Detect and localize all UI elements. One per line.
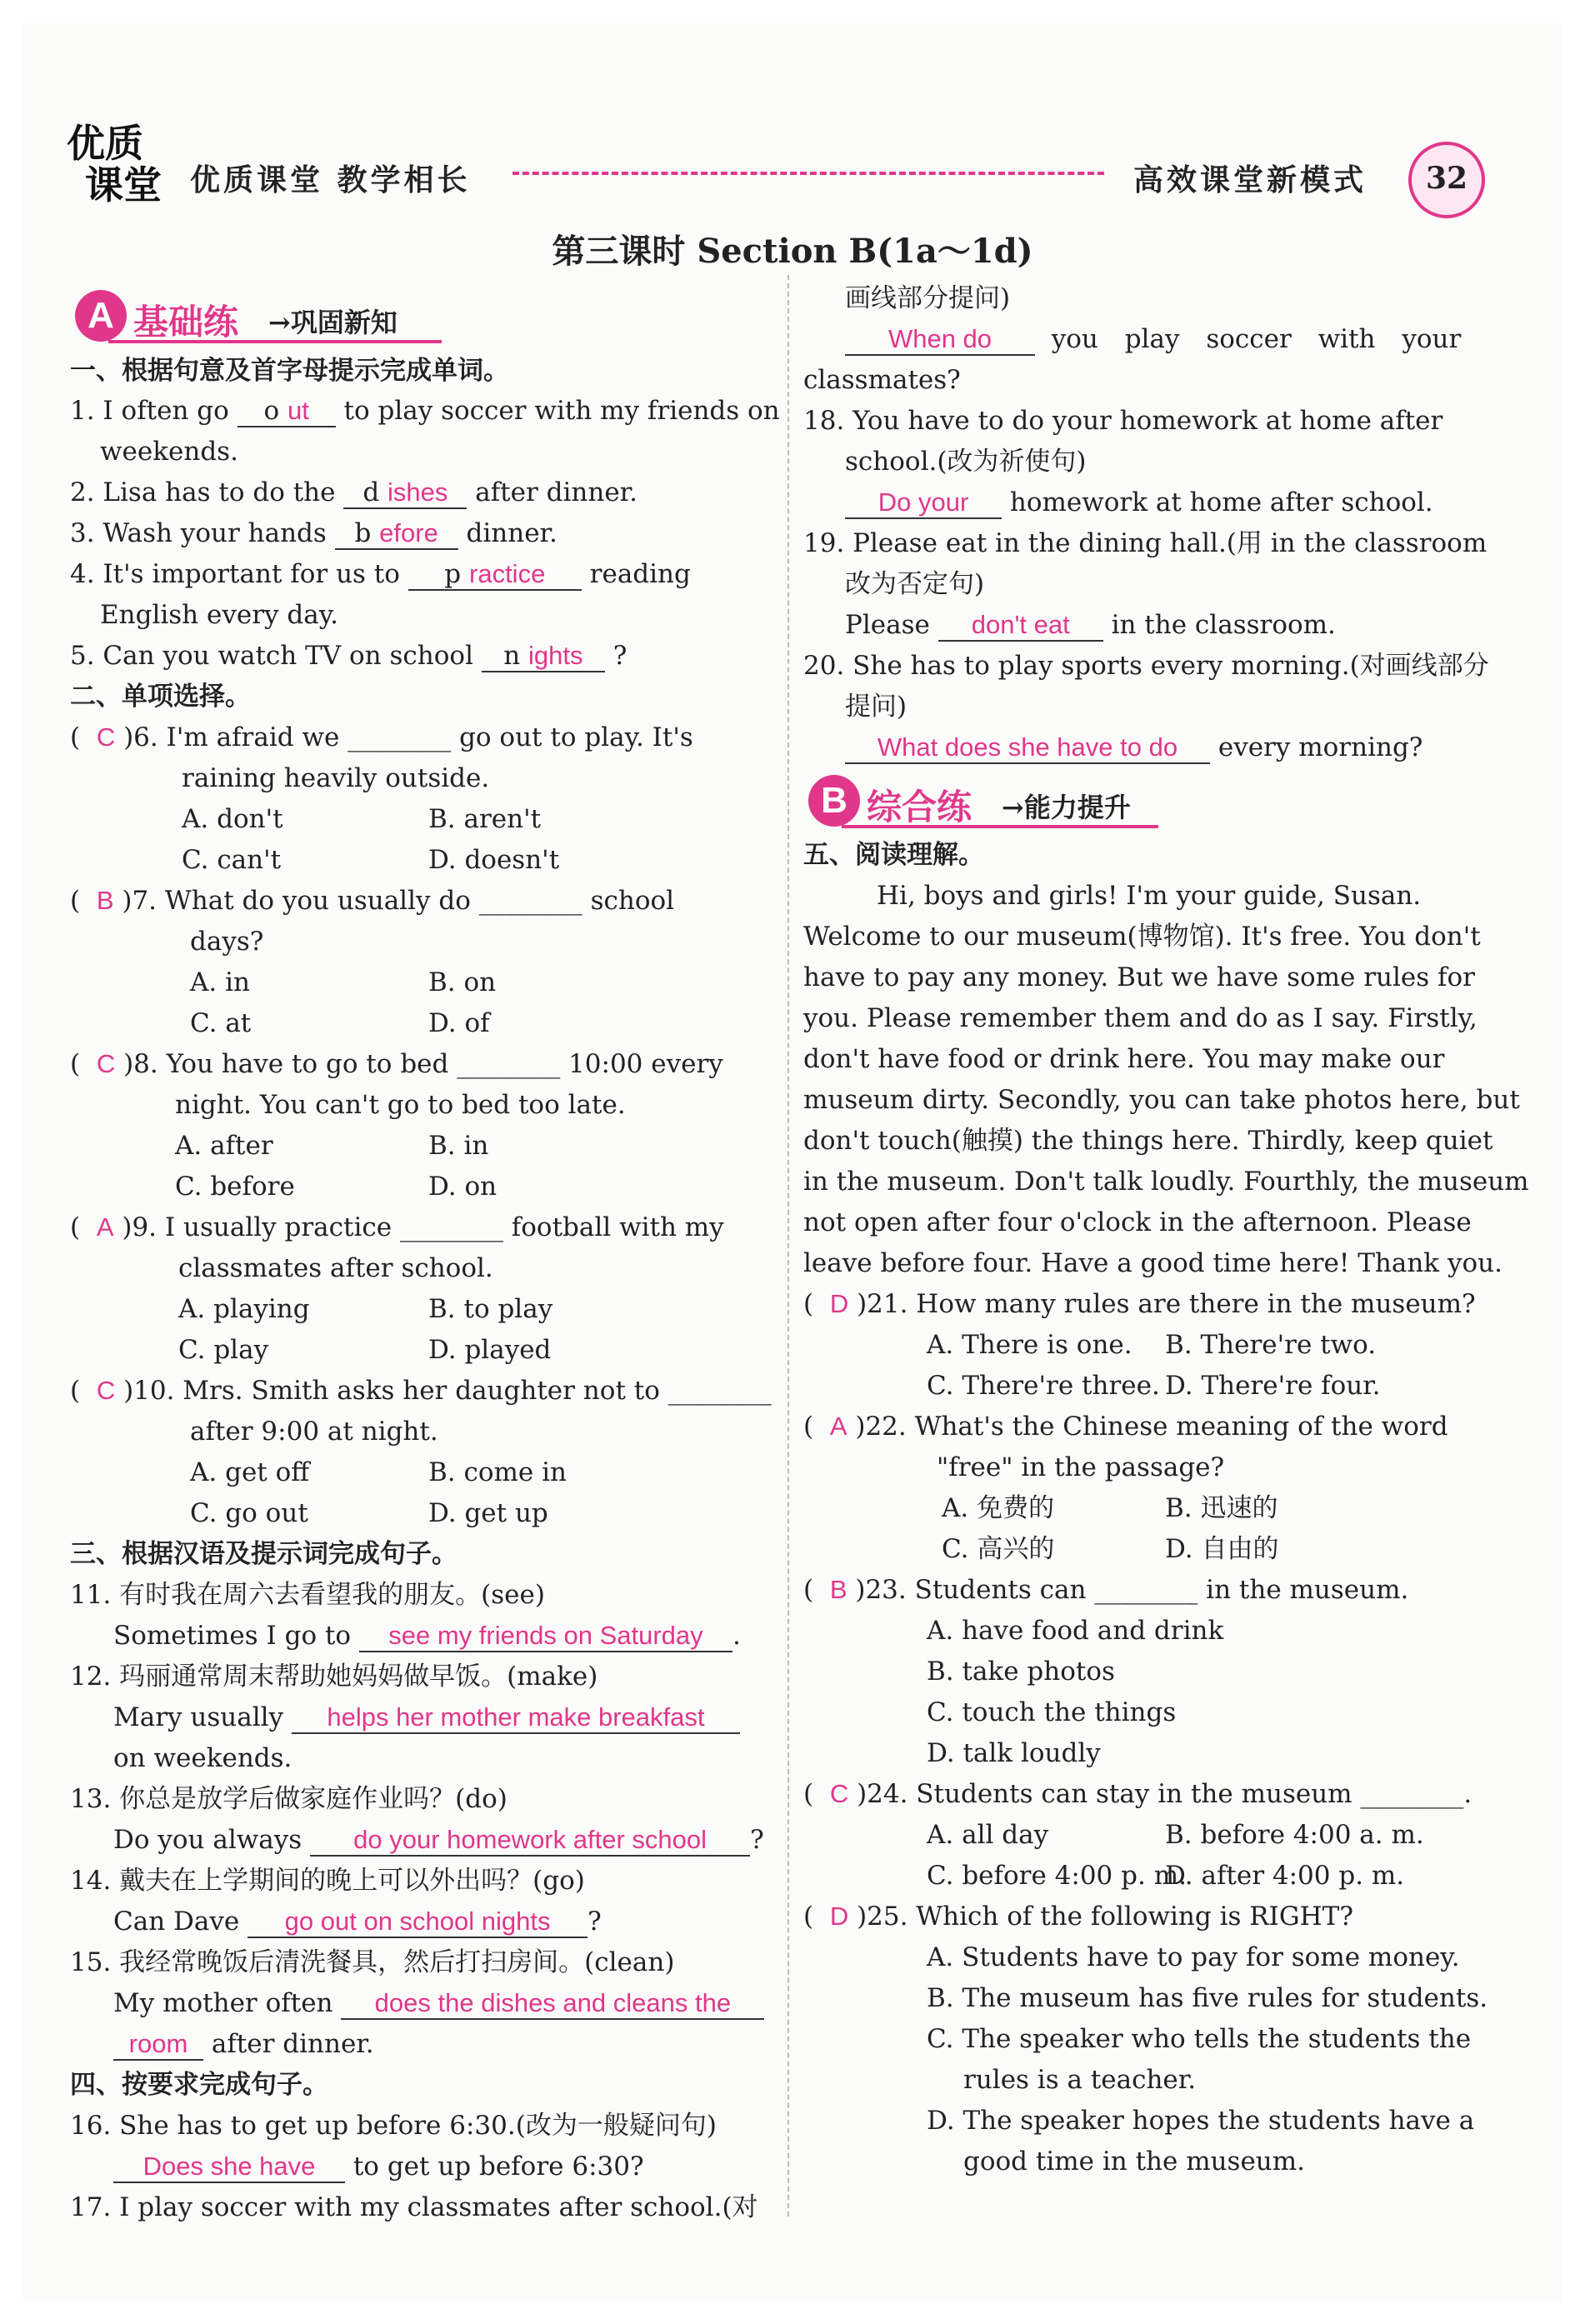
- q23-text: )23. Students can ________ in the museum.: [855, 1575, 1409, 1605]
- q14-text: Can Dave: [113, 1907, 248, 1937]
- q15-text: My mother often: [113, 1988, 342, 2018]
- q15-blank-2: [113, 2029, 203, 2061]
- q5-blank: [482, 641, 605, 672]
- logo-top-text: 优质: [67, 121, 143, 166]
- question-18-cont: school.(改为祈使句): [845, 447, 1087, 477]
- q25-option-d-cont: good time in the museum.: [963, 2147, 1306, 2177]
- question-12: [113, 1702, 740, 1734]
- q18-text: homework at home after school.: [1002, 487, 1433, 517]
- q22-option-a: A. 免费的: [942, 1493, 1055, 1523]
- q21-option-c: C. There're three.: [927, 1371, 1160, 1401]
- question-19: 19. Please eat in the dining hall.(用 in the classroom: [803, 528, 1488, 558]
- q6-option-c: C. can't: [182, 845, 282, 875]
- q1-answer: ut: [287, 396, 309, 425]
- q16-blank: [113, 2152, 345, 2183]
- q22-option-d: D. 自由的: [1165, 1534, 1279, 1564]
- question-23: ( B )23. Students can ________ in the museum.: [803, 1575, 1409, 1605]
- question-20: 20. She has to play sports every morning.(对画线部分: [803, 651, 1489, 681]
- question-16-answer-line: [113, 2152, 644, 2183]
- question-17-cont: classmates?: [803, 365, 961, 395]
- passage-line-3: have to pay any money. But we have some rules for: [803, 962, 1475, 992]
- q20-blank: [845, 732, 1210, 764]
- q23-option-d: D. talk loudly: [927, 1738, 1101, 1768]
- question-15: [113, 1988, 764, 2020]
- q4-answer: ractice: [469, 559, 546, 588]
- q25-answer: D: [829, 1902, 849, 1931]
- header-left-slogan: 优质课堂 教学相长: [190, 162, 471, 197]
- q2-text-end: after dinner.: [467, 477, 638, 507]
- heading-part-5: 五、阅读理解。: [803, 840, 984, 870]
- q5-text: 5. Can you watch TV on school: [70, 641, 482, 671]
- q13-answer: do your homework after school: [353, 1825, 707, 1854]
- q5-answer: ights: [528, 641, 583, 670]
- q24-text: )24. Students can stay in the museum ________.: [857, 1779, 1472, 1809]
- q9-option-c: C. play: [178, 1335, 269, 1365]
- question-1-cont: weekends.: [100, 437, 238, 467]
- question-13: [113, 1825, 764, 1857]
- q17-blank: [845, 324, 1035, 356]
- q7-answer: B: [96, 886, 114, 915]
- q11-text-end: .: [732, 1621, 741, 1651]
- q9-answer: A: [96, 1212, 114, 1242]
- q4-text: 4. It's important for us to: [70, 559, 408, 589]
- passage-line-9: not open after four o'clock in the afternoon. Please: [803, 1207, 1472, 1237]
- q21-option-b: B. There're two.: [1165, 1330, 1377, 1360]
- q13-text-end: ?: [750, 1825, 764, 1855]
- q24-option-c: C. before 4:00 p. m.: [927, 1861, 1187, 1891]
- heading-part-3: 三、根据汉语及提示词完成句子。: [70, 1539, 458, 1569]
- q25-text: )25. Which of the following is RIGHT?: [857, 1902, 1353, 1932]
- question-11: [113, 1621, 741, 1652]
- q15-text-end: after dinner.: [203, 2029, 374, 2059]
- question-17-instr: 画线部分提问): [845, 283, 1011, 313]
- header-right-slogan: 高效课堂新模式: [1133, 162, 1368, 197]
- q23-option-a: A. have food and drink: [927, 1616, 1224, 1646]
- q15-answer: does the dishes and cleans the: [374, 1988, 732, 2017]
- q8-option-c: C. before: [175, 1172, 295, 1202]
- question-24: ( C )24. Students can stay in the museum ________.: [803, 1779, 1472, 1809]
- q12-blank: [292, 1702, 740, 1734]
- passage-line-5: don't have food or drink here. You may make our: [803, 1044, 1445, 1074]
- q7-text: )7. What do you usually do ________ school: [122, 886, 675, 916]
- q7-option-c: C. at: [190, 1008, 252, 1038]
- q19-answer: don't eat: [971, 610, 1070, 639]
- q11-blank: [359, 1621, 732, 1652]
- question-4-cont: English every day.: [100, 600, 338, 630]
- q8-option-a: A. after: [175, 1131, 273, 1161]
- question-11-cn: 11. 有时我在周六去看望我的朋友。(see): [70, 1580, 545, 1610]
- question-25: ( D )25. Which of the following is RIGHT?: [803, 1902, 1353, 1932]
- q1-text-end: to play soccer with my friends on: [335, 396, 780, 426]
- question-12-cont: on weekends.: [113, 1743, 292, 1773]
- q22-text: )22. What's the Chinese meaning of the word: [855, 1412, 1448, 1442]
- question-15-cn: 15. 我经常晚饭后清洗餐具，然后打扫房间。(clean): [70, 1947, 675, 1977]
- logo-bottom-text: 课堂: [85, 162, 162, 207]
- q15-answer-2: room: [128, 2029, 188, 2058]
- q12-answer: helps her mother make breakfast: [327, 1702, 705, 1732]
- q16-text-end: to get up before 6:30?: [345, 2152, 644, 2182]
- question-7-cont: days?: [190, 927, 264, 957]
- q2-blank: [343, 477, 467, 509]
- q23-answer: B: [829, 1575, 848, 1604]
- q9-option-b: B. to play: [428, 1294, 553, 1324]
- passage-line-4: you. Please remember them and do as I say. Firstly,: [803, 1003, 1478, 1033]
- section-b-title: 综合练: [867, 787, 972, 827]
- q24-option-d: D. after 4:00 p. m.: [1165, 1861, 1405, 1891]
- q2-prefix: d: [362, 477, 380, 507]
- q4-prefix: p: [444, 559, 462, 589]
- passage-line-8: in the museum. Don't talk loudly. Fourthly, the museum: [803, 1167, 1529, 1197]
- section-b-subtitle: →能力提升: [1002, 792, 1131, 823]
- q7-option-a: A. in: [190, 967, 250, 997]
- q6-option-b: B. aren't: [428, 804, 542, 834]
- question-14: [113, 1907, 602, 1938]
- q19-text-end: in the classroom.: [1102, 610, 1336, 640]
- q6-text: )6. I'm afraid we ________ go out to play. It's: [123, 722, 693, 752]
- question-17: 17. I play soccer with my classmates after school.(对: [70, 2192, 758, 2222]
- q11-text: Sometimes I go to: [113, 1621, 359, 1651]
- q17-text: you play soccer with your: [1051, 324, 1462, 354]
- q8-option-b: B. in: [428, 1131, 489, 1161]
- q6-option-a: A. don't: [182, 804, 283, 834]
- q3-blank: [335, 518, 458, 550]
- question-16: 16. She has to get up before 6:30.(改为一般疑问句): [70, 2111, 717, 2141]
- q10-option-a: A. get off: [190, 1457, 310, 1487]
- q8-text: )8. You have to go to bed ________ 10:00 every: [123, 1049, 723, 1079]
- q25-option-c-cont: rules is a teacher.: [963, 2065, 1197, 2095]
- section-a-subtitle: →巩固新知: [268, 307, 398, 338]
- question-10-cont: after 9:00 at night.: [190, 1417, 438, 1447]
- q6-option-d: D. doesn't: [428, 845, 560, 875]
- q5-prefix: n: [503, 641, 521, 671]
- q8-answer: C: [96, 1049, 116, 1078]
- heading-part-2: 二、单项选择。: [70, 682, 251, 712]
- q8-option-d: D. on: [428, 1172, 498, 1202]
- q13-blank: [310, 1825, 750, 1857]
- q18-answer: Do your: [878, 487, 969, 517]
- passage-line-1: Hi, boys and girls! I'm your guide, Susan.: [877, 881, 1422, 911]
- q19-blank: [938, 610, 1103, 642]
- q14-text-end: ?: [588, 1907, 602, 1937]
- question-1: [70, 396, 780, 427]
- q10-option-d: D. get up: [428, 1498, 548, 1528]
- q17-answer: When do: [888, 324, 992, 353]
- question-20-cont: 提问): [845, 692, 908, 722]
- question-19-cont: 改为否定句): [845, 569, 985, 599]
- q10-option-b: B. come in: [428, 1457, 567, 1487]
- q13-text: Do you always: [113, 1825, 311, 1855]
- q24-option-b: B. before 4:00 a. m.: [1165, 1820, 1424, 1850]
- question-10: ( C )10. Mrs. Smith asks her daughter not to ________: [70, 1376, 772, 1406]
- passage-line-2: Welcome to our museum(博物馆). It's free. You don't: [803, 922, 1481, 952]
- q22-option-c: C. 高兴的: [942, 1534, 1055, 1564]
- q5-text-end: ?: [604, 641, 628, 671]
- q16-answer: Does she have: [142, 2152, 316, 2181]
- q23-option-b: B. take photos: [927, 1657, 1115, 1687]
- q15-blank: [341, 1988, 764, 2020]
- header-divider: [512, 172, 1104, 175]
- q9-text: )9. I usually practice ________ football with my: [122, 1212, 724, 1242]
- q24-option-a: A. all day: [927, 1820, 1049, 1850]
- passage-line-6: museum dirty. Secondly, you can take photos here, but: [803, 1085, 1520, 1115]
- q4-blank: [408, 559, 582, 591]
- q9-option-a: A. playing: [178, 1294, 310, 1324]
- section-a-badge: A: [75, 290, 127, 342]
- q3-text-end: dinner.: [458, 518, 558, 548]
- q1-text: 1. I often go: [70, 396, 238, 426]
- heading-part-1: 一、根据句意及首字母提示完成单词。: [70, 356, 509, 386]
- question-12-cn: 12. 玛丽通常周末帮助她妈妈做早饭。(make): [70, 1662, 598, 1692]
- question-4: [70, 559, 691, 591]
- q10-option-c: C. go out: [190, 1498, 308, 1528]
- q25-option-d: D. The speaker hopes the students have a: [927, 2106, 1475, 2136]
- q10-answer: C: [96, 1376, 116, 1405]
- question-5: [70, 641, 627, 672]
- q10-text: )10. Mrs. Smith asks her daughter not to ________: [123, 1376, 772, 1406]
- section-a-title: 基础练: [133, 302, 239, 342]
- question-8: ( C )8. You have to go to bed ________ 10:00 every: [70, 1049, 723, 1079]
- question-8-cont: night. You can't go to bed too late.: [175, 1090, 626, 1120]
- question-6-cont: raining heavily outside.: [182, 763, 490, 793]
- lesson-title: 第三课时 Section B(1a～1d): [552, 232, 1033, 271]
- logo: [67, 123, 175, 215]
- q22-answer: A: [829, 1412, 848, 1441]
- question-9-cont: classmates after school.: [178, 1253, 493, 1283]
- q7-option-d: D. of: [428, 1008, 490, 1038]
- q12-text: Mary usually: [113, 1702, 292, 1732]
- section-a-header: [75, 290, 442, 343]
- question-14-cn: 14. 戴夫在上学期间的晚上可以外出吗？(go): [70, 1866, 585, 1896]
- passage-line-7: don't touch(触摸) the things here. Thirdly, keep quiet: [803, 1126, 1493, 1156]
- q2-answer: ishes: [388, 477, 448, 507]
- question-13-cn: 13. 你总是放学后做家庭作业吗？(do): [70, 1784, 508, 1814]
- question-18: 18. You have to do your homework at home after: [803, 406, 1443, 436]
- section-b-badge: B: [808, 775, 860, 827]
- heading-part-4: 四、按要求完成句子。: [70, 2070, 328, 2100]
- q3-prefix: b: [354, 518, 372, 548]
- q21-option-d: D. There're four.: [1165, 1371, 1381, 1401]
- q23-option-c: C. touch the things: [927, 1697, 1177, 1727]
- q3-answer: efore: [379, 518, 438, 547]
- question-19-answer-line: [845, 610, 1336, 642]
- q22-option-b: B. 迅速的: [1165, 1493, 1278, 1523]
- q9-option-d: D. played: [428, 1335, 552, 1365]
- section-b-header: [808, 775, 1175, 828]
- q25-option-a: A. Students have to pay for some money.: [927, 1942, 1460, 1972]
- q1-prefix: o: [263, 396, 280, 426]
- question-15-cont: [113, 2029, 374, 2061]
- q11-answer: see my friends on Saturday: [388, 1621, 703, 1650]
- question-22-cont: "free" in the passage?: [937, 1452, 1225, 1482]
- question-21: ( D )21. How many rules are there in the museum?: [803, 1289, 1476, 1319]
- q7-option-b: B. on: [428, 967, 497, 997]
- q3-text: 3. Wash your hands: [70, 518, 335, 548]
- question-9: ( A )9. I usually practice ________ football with my: [70, 1212, 724, 1242]
- q21-text: )21. How many rules are there in the museum?: [857, 1289, 1476, 1319]
- column-divider: [788, 275, 789, 2217]
- question-17-answer-line: [845, 324, 1487, 356]
- q20-text: every morning?: [1210, 732, 1423, 762]
- q6-answer: C: [96, 722, 116, 752]
- question-18-answer-line: [845, 487, 1433, 519]
- q18-blank: [845, 487, 1002, 519]
- question-22: ( A )22. What's the Chinese meaning of the word: [803, 1412, 1448, 1442]
- q2-text: 2. Lisa has to do the: [70, 477, 344, 507]
- q25-option-b: B. The museum has five rules for students.: [927, 1983, 1488, 2013]
- question-20-answer-line: [845, 732, 1422, 764]
- q25-option-c: C. The speaker who tells the students the: [927, 2024, 1472, 2054]
- question-3: [70, 518, 558, 550]
- q14-answer: go out on school nights: [284, 1907, 551, 1936]
- q4-text-end: reading: [581, 559, 691, 589]
- q21-answer: D: [829, 1289, 849, 1318]
- passage-line-10: leave before four. Have a good time here! Thank you.: [803, 1248, 1502, 1278]
- q1-blank: [238, 396, 336, 427]
- q24-answer: C: [829, 1779, 849, 1808]
- q20-answer: What does she have to do: [877, 732, 1178, 762]
- page-number: 32: [1408, 142, 1485, 218]
- q21-option-a: A. There is one.: [927, 1330, 1132, 1360]
- q19-text: Please: [845, 610, 938, 640]
- q14-blank: [248, 1907, 588, 1938]
- question-6: ( C )6. I'm afraid we ________ go out to play. It's: [70, 722, 693, 752]
- question-2: [70, 477, 638, 509]
- question-7: ( B )7. What do you usually do ________ school: [70, 886, 675, 916]
